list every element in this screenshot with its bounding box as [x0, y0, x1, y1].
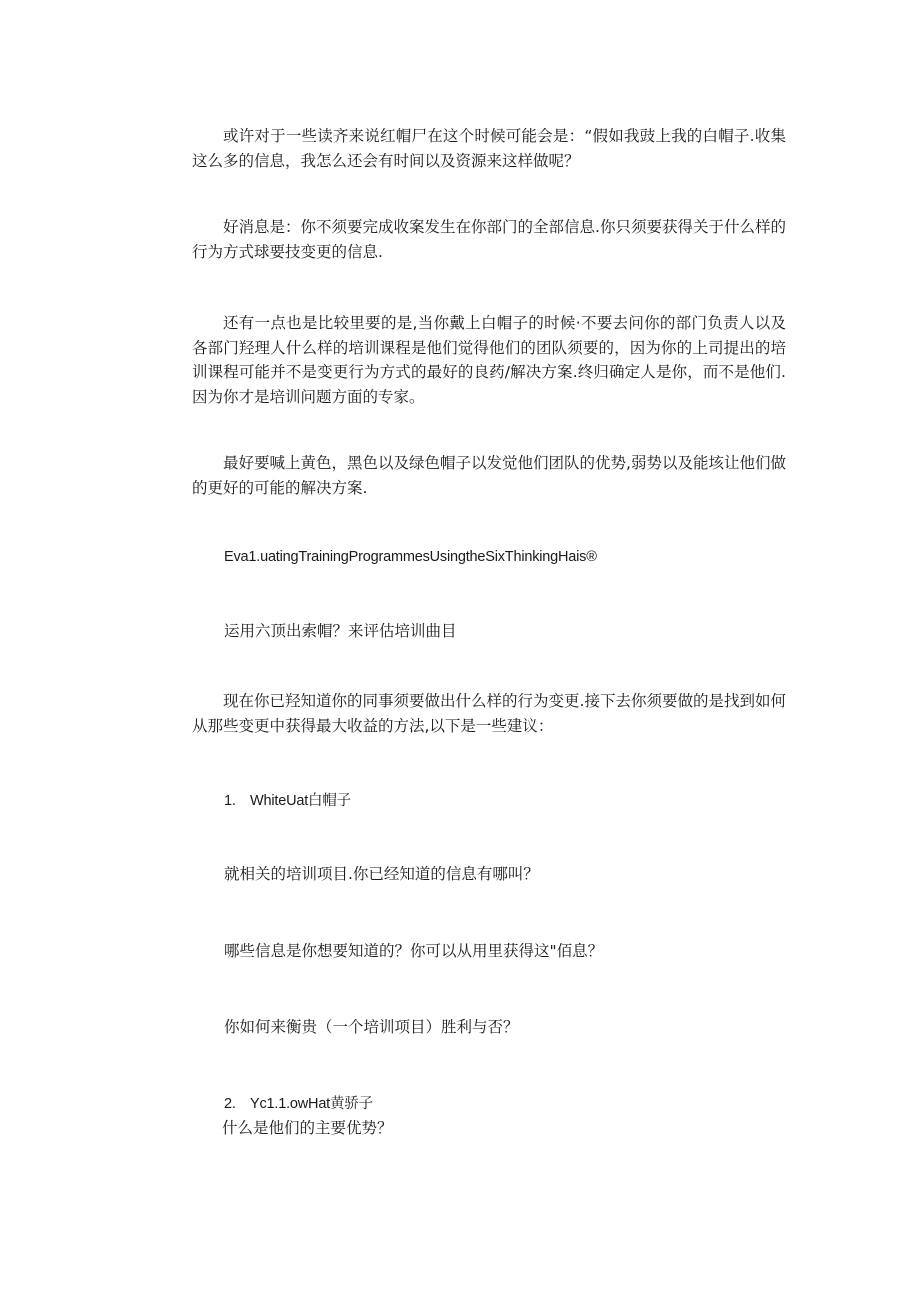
- paragraph-2-text: 好消息是：你不须要完成收案发生在你部门的全部信息.你只须要获得关于什么样的行为方式球要技变更的信息.: [192, 218, 786, 261]
- paragraph-4-text: 最好要喊上黄色，黑色以及绿色帽子以发觉他们团队的优势,弱势以及能垓让他们做的更好的可能的解决方案.: [192, 454, 786, 497]
- section-heading-chinese: 运用六顶出索帽？来评估培训曲目: [224, 622, 457, 640]
- list-item-2-number: 2.: [224, 1096, 236, 1112]
- paragraph-4: [192, 451, 786, 500]
- list-item-2: [224, 1092, 373, 1115]
- question-1: 就相关的培训项目.你已经知道的信息有哪叫？: [224, 865, 539, 883]
- list-item-1-title: WhiteUat白帽子: [250, 793, 351, 809]
- list-item-1-number: 1.: [224, 793, 236, 809]
- paragraph-5-text: 现在你已羟知道你的同事须要做出什么样的行为变更.接下去你须要做的是找到如何从那些变更中获得最大收益的方法,以下是一些建议：: [192, 692, 786, 735]
- question-4: 什么是他们的主要优势？: [222, 1119, 393, 1137]
- paragraph-1: [192, 124, 786, 173]
- list-item-1: [224, 789, 351, 812]
- paragraph-2: [192, 215, 786, 264]
- question-3: 你如何来衡贵（一个培训项目）胜利与否？: [224, 1018, 519, 1036]
- paragraph-3-text: 还有一点也是比较里要的是,当你戴上白帽子的时候·不要去问你的部门负责人以及各部门羟理人什么样的培训课程是他们觉得他们的团队须要的，因为你的上司提出的培训课程可能并不是变更行为方式的最好的良药/解决方案.终归确定人是你，而不是他们.因为你才是培训问题方面的专家。: [192, 314, 786, 406]
- list-item-2-title: Yc1.1.owHat黄骄子: [250, 1096, 373, 1112]
- section-heading-english: Eva1.uatingTrainingProgrammesUsingtheSixThinkingHais®: [224, 549, 597, 565]
- question-2: 哪些信息是你想要知道的？你可以从用里获得这"佰息？: [224, 942, 604, 960]
- paragraph-1-text: 或许对于一些读齐来说红帽尸在这个时候可能会是：“假如我豉上我的白帽子.收集这么多的信息，我怎么还会有时间以及资源来这样做呢？: [192, 127, 786, 170]
- paragraph-5: [192, 689, 786, 738]
- paragraph-3: [192, 311, 786, 409]
